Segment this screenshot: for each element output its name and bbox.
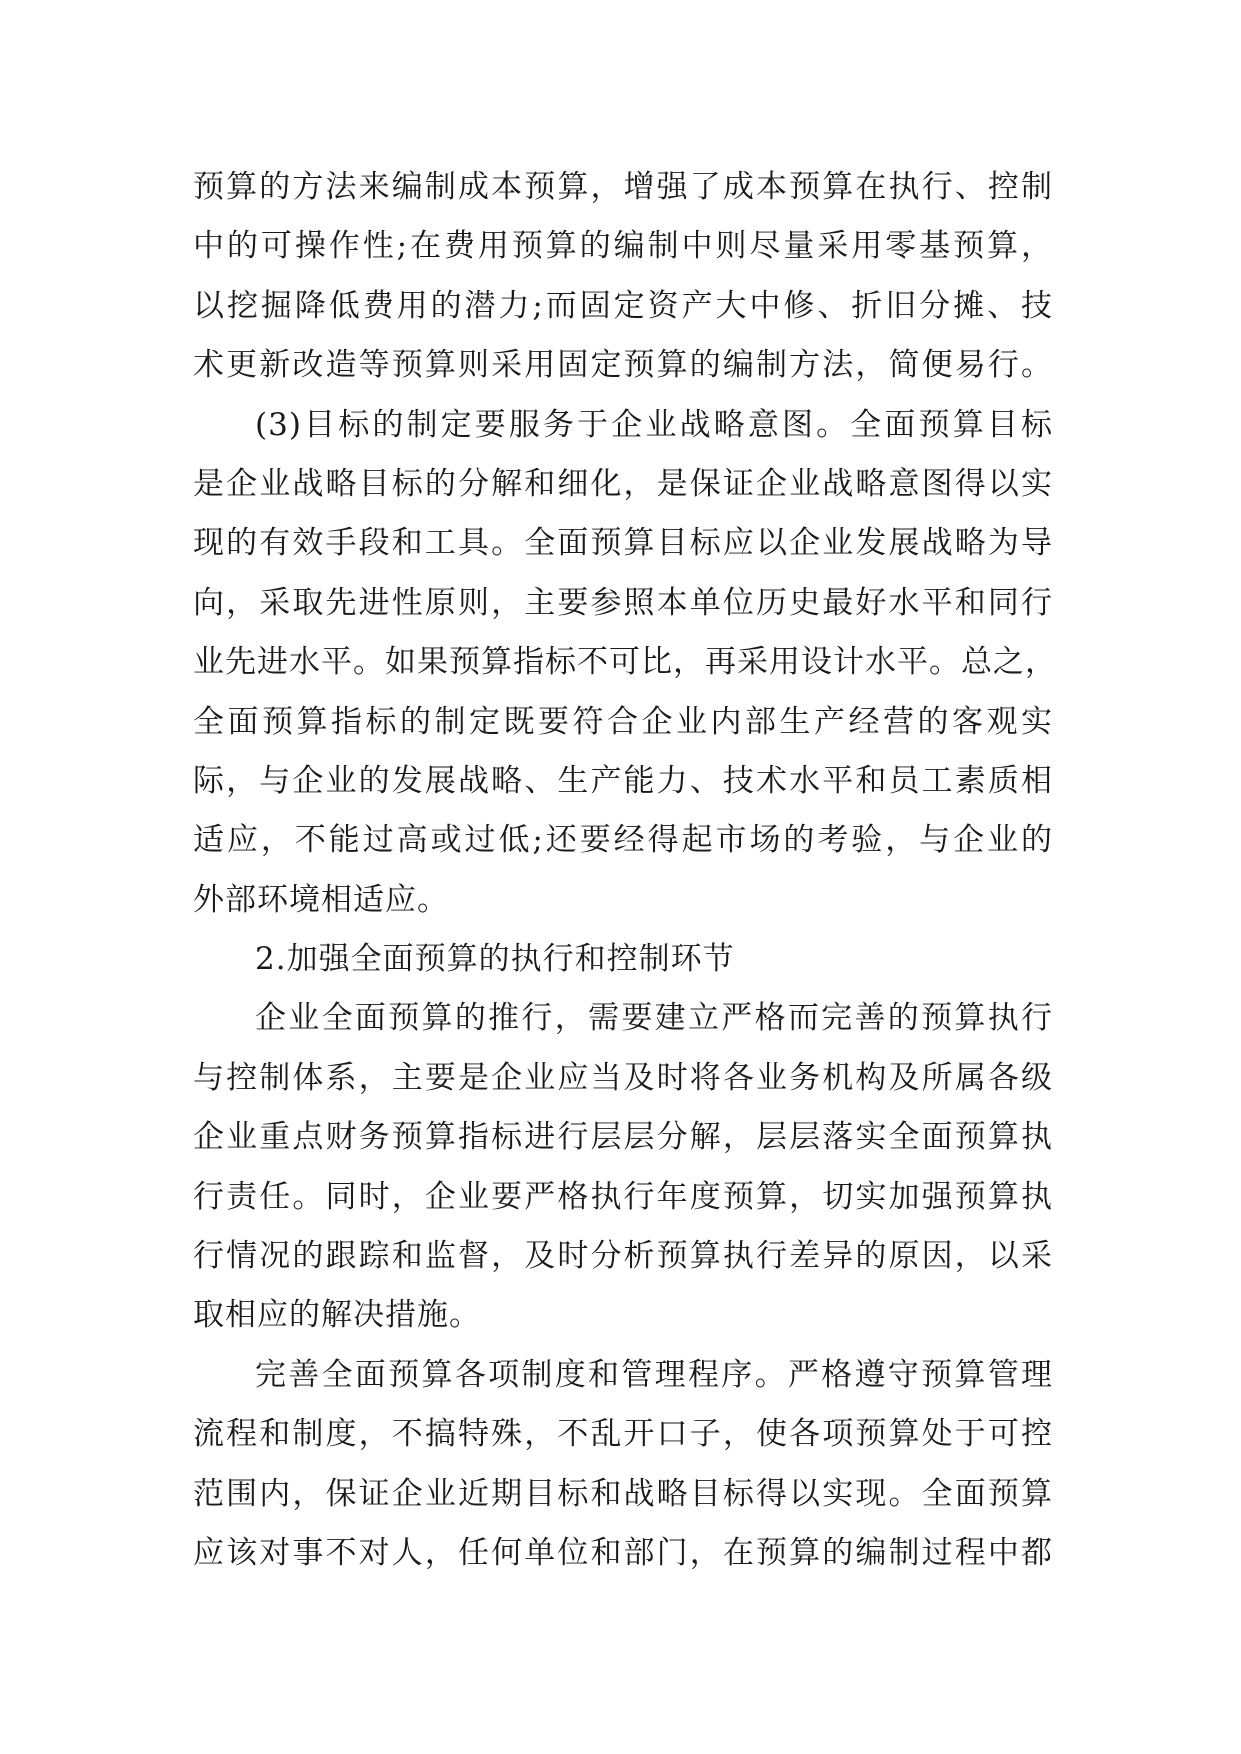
text-line: 与控制体系，主要是企业应当及时将各业务机构及所属各级 xyxy=(193,1059,1053,1096)
text-line: 适应，不能过高或过低;还要经得起市场的考验，与企业的 xyxy=(193,822,1053,859)
text-line: 企业重点财务预算指标进行层层分解，层层落实全面预算执 xyxy=(193,1119,1053,1156)
text-line: 行责任。同时，企业要严格执行年度预算，切实加强预算执 xyxy=(193,1178,1053,1215)
text-line: 外部环境相适应。 xyxy=(193,881,449,918)
text-line: 应该对事不对人，任何单位和部门，在预算的编制过程中都 xyxy=(193,1534,1053,1571)
text-line: 完善全面预算各项制度和管理程序。严格遵守预算管理 xyxy=(255,1356,1053,1393)
text-line: 流程和制度，不搞特殊，不乱开口子，使各项预算处于可控 xyxy=(193,1416,1053,1453)
text-line: (3)目标的制定要服务于企业战略意图。全面预算目标 xyxy=(255,406,1053,443)
text-line: 业先进水平。如果预算指标不可比，再采用设计水平。总之， xyxy=(193,644,1057,681)
text-line: 向，采取先进性原则，主要参照本单位历史最好水平和同行 xyxy=(193,584,1053,621)
text-line: 现的有效手段和工具。全面预算目标应以企业发展战略为导 xyxy=(193,525,1053,562)
text-line: 以挖掘降低费用的潜力;而固定资产大中修、折旧分摊、技 xyxy=(193,287,1053,324)
body-text xyxy=(193,158,1057,1583)
text-line: 中的可操作性;在费用预算的编制中则尽量采用零基预算， xyxy=(193,228,1053,265)
text-line: 取相应的解决措施。 xyxy=(193,1297,481,1334)
text-line: 是企业战略目标的分解和细化，是保证企业战略意图得以实 xyxy=(193,465,1053,502)
section-heading: 2.加强全面预算的执行和控制环节 xyxy=(255,941,735,978)
text-line: 预算的方法来编制成本预算，增强了成本预算在执行、控制 xyxy=(193,169,1053,205)
text-line: 企业全面预算的推行，需要建立严格而完善的预算执行 xyxy=(255,1000,1053,1037)
text-line: 范围内，保证企业近期目标和战略目标得以实现。全面预算 xyxy=(193,1475,1053,1512)
text-line: 全面预算指标的制定既要符合企业内部生产经营的客观实 xyxy=(193,703,1053,740)
text-line: 际，与企业的发展战略、生产能力、技术水平和员工素质相 xyxy=(193,762,1053,799)
text-line: 术更新改造等预算则采用固定预算的编制方法，简便易行。 xyxy=(193,347,1053,384)
text-line: 行情况的跟踪和监督，及时分析预算执行差异的原因，以采 xyxy=(193,1238,1053,1275)
